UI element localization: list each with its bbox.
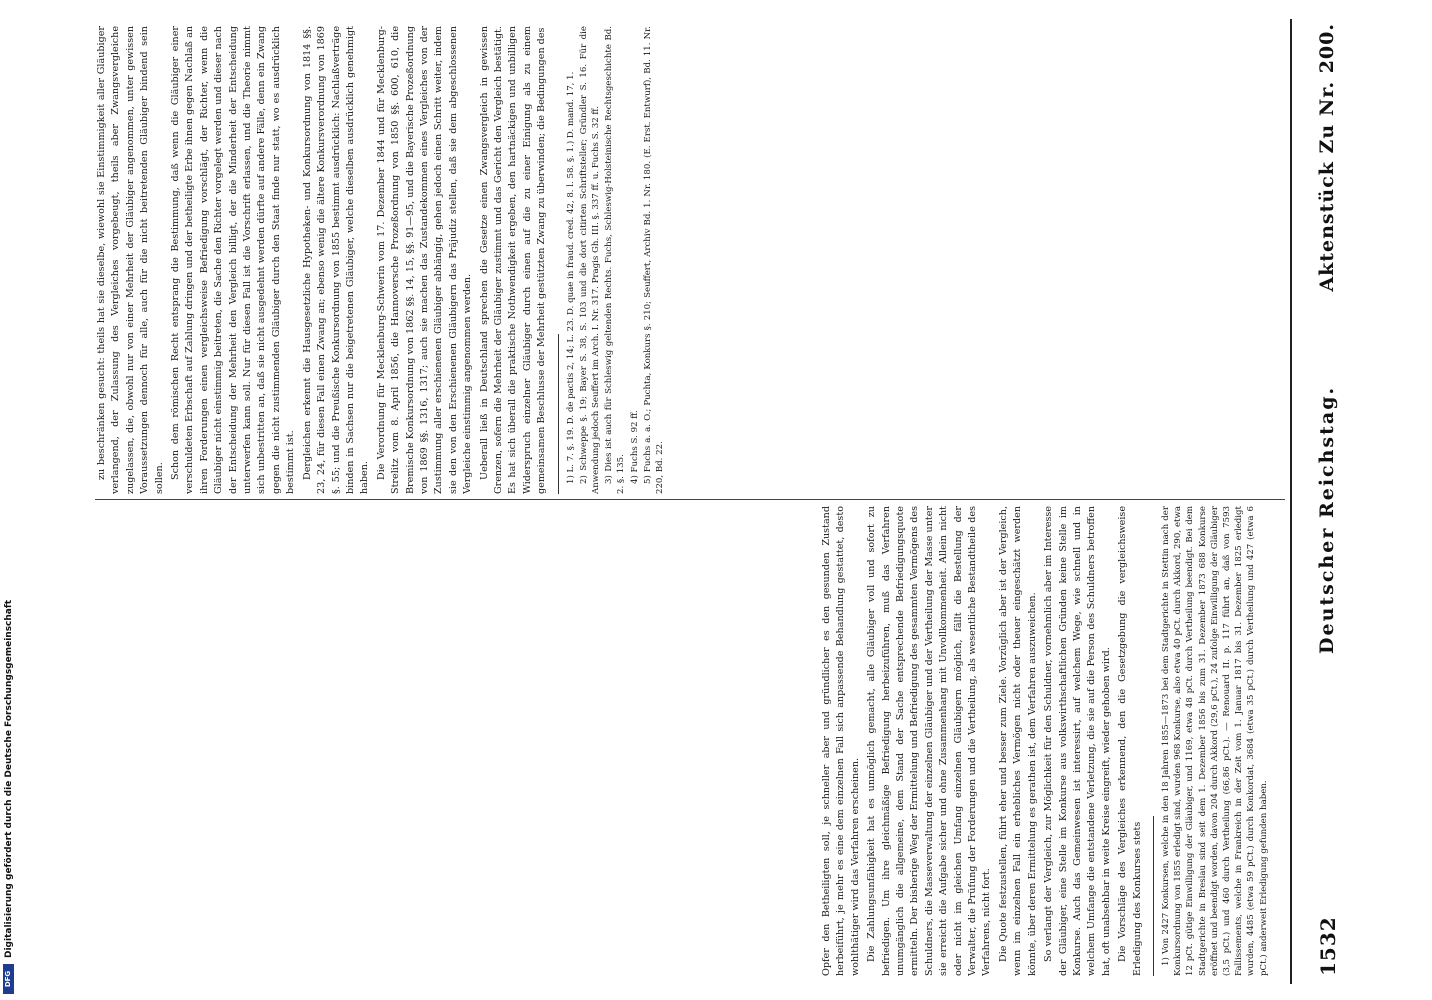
left-footnote [1160, 506, 1270, 976]
paragraph: Die Zahlungsunfähigkeit hat es unmöglich gemacht, alle Gläubiger voll und sofort zu befriedigen. Um ihre gleichmäßige Befriedigung herbeizuführen, muß das Verfahren unumgänglich die allgemeine, dem Stand der Sache entsprechende Befriedigungsquote ermitteln. Der bisherige Weg der Ermittelung und Befriedigung des gesammten Vermögens des Schuldners, die Masseverwaltung der einzelnen Gläubiger und der Vertheilung der Masse unter sie erreicht die Aufgabe sicher und ohne Zusammenhang mit Unvollkommenheit. Allein nicht oder nicht im gleichen Umfang einzelnen Gläubigern möglich, fällt die Bestellung der Verwalter, die Prüfung der Forderungen und die Vertheilung, als wesentliche Bestandtheile des Verfahrens, nicht fort. [866, 506, 993, 976]
footnote: 2) Schweppe §. 19; Bayer S. 38, S. 103 und die dort citirten Schriftsteller; Gründler S. 16. Für die Anwendung jedoch Seuffert im Arch. I. Nr. 317. Pragis Gh. III. §. 337 ff. u. Fuchs S. 32 ff. [578, 26, 601, 494]
footnote: 3) Dies ist auch für Schleswig geltenden Rechts. Fuchs, Schleswig-Holsteinische Rechtsgeschichte Bd. 2. §. 135. [604, 26, 627, 494]
page-header [1308, 19, 1348, 984]
paragraph: Die Vorschläge des Vergleiches erkennend, den die Gesetzgebung die vergleichsweise Erledigung des Konkurses stets [1117, 506, 1143, 976]
running-head: Deutscher Reichstag. [1316, 385, 1338, 654]
right-column-body [95, 26, 667, 494]
column-divider [95, 499, 1285, 500]
paragraph: Dergleichen erkennt die Hausgesetzliche Hypotheken- und Konkursordnung von 1814 §§. 23, 24, für diesen Fall einen Zwang an; ebenso wenig die ältere Konkursverordnung von 1869 §. 55; und die Preußische Konkursordnung von 1855 bestimmt ausdrücklich: Nachlaßverträge binden in Sachsen nur die beigetretenen Gläubiger, welche dieselben ausdrücklich genehmigt haben. [301, 26, 371, 494]
paragraph: Die Quote festzustellen, führt eher und besser zum Ziele. Vorzüglich aber ist der Vergleich, wenn im einzelnen Fall ein erhebliches Vermögen nicht oder theuer eingeschätzt werden könnte, über deren Ermittelung es gerathen ist, dem Verfahren auszuweichen. [997, 506, 1038, 976]
header-rule [1290, 19, 1292, 984]
footnote-separator [1153, 816, 1154, 976]
right-footnotes [565, 26, 667, 494]
dfg-logo: DFG [3, 964, 14, 994]
footnote: 4) Fuchs S. 92 ff. [629, 410, 640, 484]
footnote: 1) L. 7. §. 19. D. de pactis 2, 14; L. 23. D. quae in fraud. cred. 42, 8. l. 58. §. 1.) D. mand. 17, 1. [565, 71, 576, 484]
page-number: 1532 [1316, 916, 1340, 976]
paragraph: zu beschränken gesucht: theils hat sie dieselbe, wiewohl sie Einstimmigkeit aller Gläubiger verlangend, der Zulassung des Vergleiches vorgebeugt, theils aber Zwangsvergleiche zugelassen, die, obwohl nur von einer Mehrheit der Gläubiger angenommen, unter gewissen Voraussetzungen dennoch für alle, auch für die nicht beitretenden Gläubiger bindend sein sollen. [96, 26, 165, 494]
paragraph: Opfer den Betheiligten soll, je schneller aber und gründlicher es den gesunden Zustand herbeiführt, je mehr es eine dem einzelnen Fall sich anpassende Behandlung gestattet, desto wohlthätiger wird das Verfahren erscheinen. [821, 506, 861, 976]
paragraph: Ueberall ließ in Deutschland sprechen die Gesetze einen Zwangsvergleich in gewissen Grenzen, sofern die Mehrheit der Gläubiger zustimmt und das Gericht den Vergleich bestätigt. Es hat sich überall die praktische Nothwendigkeit ergeben, den hartnäckigen und unbilligen Widerspruch einzelner Gläubiger durch einen auf die zu einer Einigung als zu einem gemeinsamen Beschlusse der Mehrheit gestützten Zwang zu überwinden; die Bedingungen des [478, 26, 548, 494]
footnote: 5) Fuchs a. a. O.; Puchta, Konkurs §. 210; Seuffert, Archiv Bd. 1. Nr. 180. (E. Erst. Entwurf), Bd. 11. Nr. 220, Bd. 22. [642, 26, 666, 494]
paragraph: Die Verordnung für Mecklenburg-Schwerin vom 17. Dezember 1844 und für Mecklenburg-Strelitz vom 8. April 1856, die Hannoversche Prozeßordnung von 1850 §§. 600, 610, die Bremische Konkursordnung von 1862 §§. 14, 15, §§. 91—95, und die Bayerische Prozeßordnung von 1869 §§. 1316, 1317; auch sie machen das Zustandekommen eines Vergleiches von der Zustimmung aller erschienenen Gläubiger abhängig, gehen jedoch einen Schritt weiter, indem sie den von den Erschienenen Gläubigern das Präjudiz stellen, daß sie dem abgeschlossenen Vergleiche einstimmig angenommen werden. [375, 26, 474, 494]
left-column [820, 506, 1282, 976]
attachment-reference: Aktenstück Zu Nr. 200. [1316, 23, 1338, 292]
footnote-separator [558, 334, 559, 494]
footnote: 1) Von 2427 Konkursen, welche in den 18 Jahren 1855—1873 bei dem Stadtgerichte in Stettin nach der Konkursordnung von 1855 erledigt sind, wurden 968 Konkurse, also etwa 40 pCt. durch Akkord, 290, etwa 12 pCt. gütige Einwilligung der Gläubiger, und 1169, etwa 48 pCt. durch Vertheilung beendigt. Bei dem Stadtgerichte in Breslau sind seit dem 1. Dezember 1856 bis zum 31. Dezember 1873 688 Konkurse eröffnet und beendigt worden, davon 204 durch Akkord (29,6 pCt.), 24 zufolge Einwilligung der Gläubiger (3,5 pCt.) und 460 durch Vertheilung (66,86 pCt.). — Renouard II. p. 117 führt an, daß von 7593 Fallissements, welche in Frankreich in der Zeit vom 1. Januar 1817 bis 31. Dezember 1825 erledigt wurden, 4485 (etwa 59 pCt.) durch Konkordat, 3684 (etwa 35 pCt.) durch Vertheilung und 427 (etwa 6 pCt.) anderweit Erledigung gefunden haben. [1160, 506, 1269, 976]
credit-text: Digitalisierung gefördert durch die Deutsche Forschungsgemeinschaft [4, 599, 14, 958]
paragraph: So verlangt der Vergleich, zur Möglichkeit für den Schuldner, vornehmlich aber im Interesse der Gläubiger, eine Stelle im Konkurse aus volkswirthschaftlichen Gründen keine Stelle im Konkurse. Auch das Gemeinwesen ist interessirt, auf welchem Wege, wie schnell und in welchem Umfange die entstandene Verletzung, die sie auf die Person des Schuldners betroffen hat, oft unabsehbar in weite Kreise eingreift, wieder gehoben wird. [1043, 506, 1112, 976]
right-column [95, 26, 1283, 494]
digitization-credit [4, 0, 14, 1000]
paragraph: Schon dem römischen Recht entsprang die Bestimmung, daß wenn die Gläubiger einer verschuldeten Erbschaft auf Zahlung dringen und der betheiligte Erbe ihnen gegen Nachlaß an ihren Forderungen einen vergleichsweise Befriedigung vorschlägt, der Richter, wenn die Gläubiger nicht einstimmig beitreten, die Sache den Richter vorgelegt werden und dieser nach der Entscheidung der Mehrheit den Vergleich billigt, der die Minderheit der Entscheidung unterwerfen kann soll. Nur für diesen Fall ist die Vorschrift erlassen, und die Theorie nimmt sich unbestritten an, daß sie nicht ausgedehnt werden dürfte auf andere Fälle, denn ein Zwang gegen die nicht zustimmenden Gläubiger durch den Staat finde nur statt, wo es ausdrücklich bestimmt ist. [170, 26, 297, 494]
